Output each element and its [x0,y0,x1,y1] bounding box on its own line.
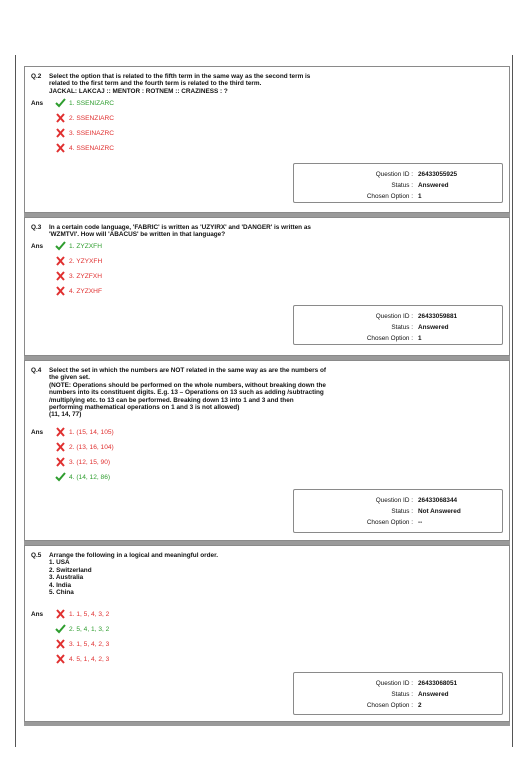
status-value: Not Answered [418,508,461,515]
option-label: 1. (15, 14, 105) [69,428,114,436]
option-3 [55,271,102,281]
cross-icon [55,128,66,138]
question-id-label: Question ID : [375,497,413,504]
question-id-value: 26433059881 [418,313,458,320]
ans-label: Ans [31,611,44,618]
option-4 [55,286,102,296]
option-label: 1. 1, 5, 4, 3, 2 [69,610,110,618]
question-number: Q.5 [31,552,42,559]
question-card-q3 [24,217,510,356]
check-icon [55,472,66,482]
cross-icon [55,286,66,296]
status-label: Status : [391,691,413,698]
cross-icon [55,457,66,467]
question-info-box [293,489,503,533]
option-4 [55,143,114,153]
option-1 [55,241,102,251]
chosen-option-label: Chosen Option : [366,193,413,200]
option-3 [55,639,109,649]
chosen-option-label: Chosen Option : [366,702,413,709]
question-text: Arrange the following in a logical and meaningful order. 1. USA 2. Switzerland 3. Australia 4. India 5. China [49,552,219,597]
option-label: 3. 1, 5, 4, 2, 3 [69,640,110,648]
question-card-q4 [24,360,510,541]
option-2 [55,442,114,452]
cross-icon [55,143,66,153]
option-label: 2. SSENZIARC [69,114,115,122]
option-2 [55,113,114,123]
status-value: Answered [418,691,449,698]
status-value: Answered [418,324,449,331]
option-label: 1. ZYZXFH [69,242,102,250]
option-4 [55,472,110,482]
question-id-value: 26433068344 [418,497,458,504]
question-info-box [293,163,503,203]
question-info-box [293,672,503,715]
question-id-label: Question ID : [375,680,413,687]
ans-label: Ans [31,100,44,107]
divider [24,722,510,726]
check-icon [55,624,66,634]
question-card-q5 [24,545,510,722]
option-1 [55,427,114,437]
option-label: 1. SSENIZARC [69,99,115,107]
status-label: Status : [391,508,413,515]
question-text: Select the option that is related to the fifth term in the same way as the second term is related to the first term and the fourth term is related to the third term. JACKAL: LAKCAJ :: MENTOR : ROTNEM :: CRAZINESS : ? [49,73,311,95]
question-info-box [293,305,503,345]
question-number: Q.2 [31,73,42,80]
option-label: 2. (13, 16, 104) [69,443,114,451]
question-id-value: 26433055925 [418,171,458,178]
option-1 [55,98,114,108]
question-text: Select the set in which the numbers are NOT related in the same way as are the numbers of the given set. (NOTE: Operations should be performed on the whole numbers, without breaking down the numbers into its constituent digits. E.g. 13 – Operations on 13 such as adding /subtracting /multiplying etc. to 13 can be performed. Breaking down 13 into 1 and 3 and then performing mathematical operations on 1 and 3 is not allowed) (11, 14, 77) [49,367,327,419]
cross-icon [55,639,66,649]
question-id-label: Question ID : [375,313,413,320]
ans-label: Ans [31,243,44,250]
option-3 [55,457,110,467]
question-number: Q.4 [31,367,42,374]
option-label: 4. SSENAIZRC [69,144,115,152]
cross-icon [55,609,66,619]
ans-label: Ans [31,429,44,436]
cross-icon [55,256,66,266]
option-3 [55,128,114,138]
cross-icon [55,113,66,123]
status-value: Answered [418,182,449,189]
option-label: 4. (14, 12, 86) [69,473,111,481]
chosen-option-value: 1 [418,193,422,200]
chosen-option-label: Chosen Option : [366,519,413,526]
question-text: In a certain code language, 'FABRIC' is written as 'UZYIRX' and 'DANGER' is written as 'WZMTVI'. How will 'ABACUS' be written in that language? [49,224,311,239]
check-icon [55,241,66,251]
question-id-label: Question ID : [375,171,413,178]
option-2 [55,624,109,634]
chosen-option-value: 2 [418,702,422,709]
cross-icon [55,654,66,664]
question-number: Q.3 [31,224,42,231]
cross-icon [55,442,66,452]
option-2 [55,256,102,266]
question-id-value: 26433068051 [418,680,458,687]
option-label: 2. YZYXFH [69,257,103,265]
option-label: 2. 5, 4, 1, 3, 2 [69,625,110,633]
chosen-option-value: 1 [418,335,422,342]
chosen-option-value: -- [418,519,423,526]
chosen-option-label: Chosen Option : [366,335,413,342]
option-label: 3. SSEINAZRC [69,129,115,137]
option-1 [55,609,109,619]
option-label: 3. ZYZFXH [69,272,102,280]
cross-icon [55,271,66,281]
status-label: Status : [391,324,413,331]
option-label: 4. ZYZXHF [69,287,102,295]
option-label: 4. 5, 1, 4, 2, 3 [69,655,110,663]
cross-icon [55,427,66,437]
check-icon [55,98,66,108]
option-4 [55,654,109,664]
status-label: Status : [391,182,413,189]
option-label: 3. (12, 15, 90) [69,458,111,466]
question-card-q2 [24,66,510,213]
